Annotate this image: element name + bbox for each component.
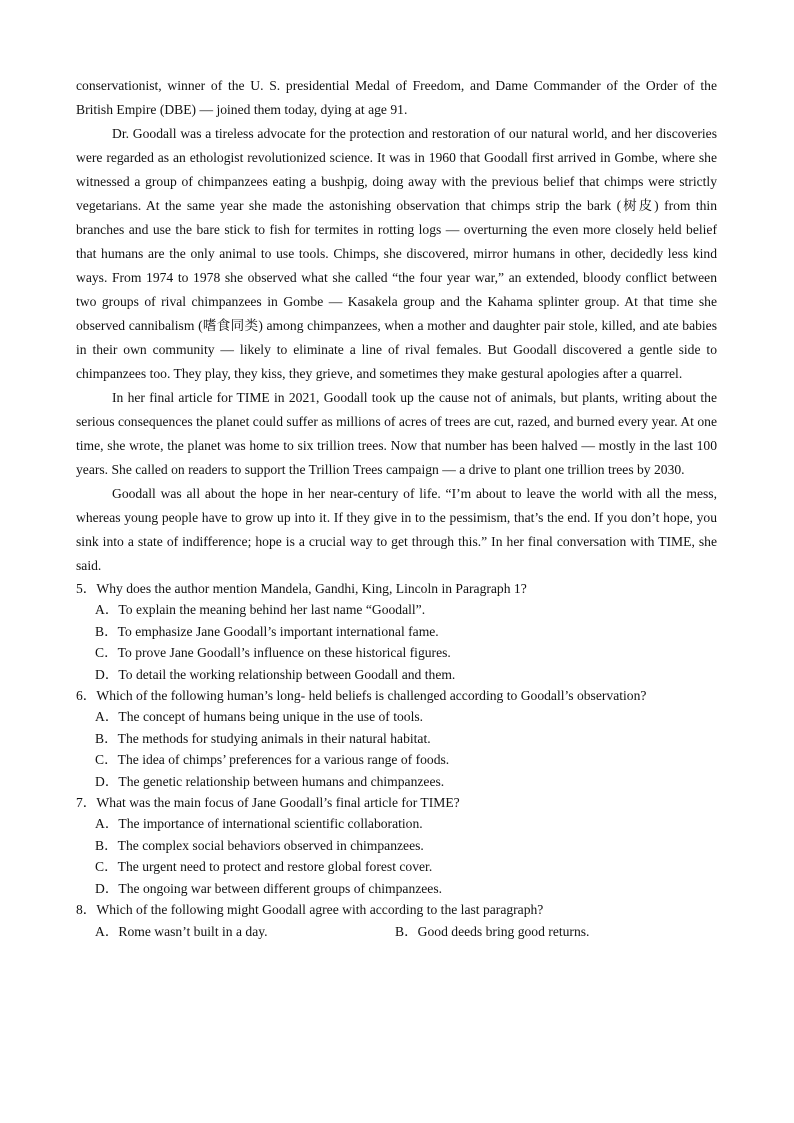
question-6: [76, 685, 717, 792]
question-list: [76, 578, 717, 942]
option-b: B．The complex social behaviors observed in chimpanzees.: [95, 837, 424, 853]
document-page: [76, 74, 717, 942]
passage-paragraph-2: Dr. Goodall was a tireless advocate for the protection and restoration of our natural world, and her discoveries were regarded as an ethologist revolutionized science. It was in 1960 that Goodall first arrived in Gombe, where she witnessed a group of chimpanzees eating a bushpig, doing away with the previous belief that chimps were strictly vegetarians. At the same year she made the astonishing observation that chimps strip the bark (树皮) from thin branches and use the bare stick to fish for termites in rotting logs — overturning the even more closely held belief that humans are the only animal to use tools. Chimps, she discovered, mirror humans in other, decidedly less kind ways. From 1974 to 1978 she observed what she called “the four year war,” an extended, bloody conflict between two groups of rival chimpanzees in Gombe — Kasakela group and the Kahama splinter group. At that time she observed cannibalism (嗜食同类) among chimpanzees, when a mother and daughter pair stole, killed, and ate babies in their own community — likely to eliminate a line of rival females. But Goodall discovered a gentle side to chimpanzees too. They play, they kiss, they grieve, and sometimes they make gestural apologies after a quarrel.: [76, 126, 717, 381]
reading-passage: [76, 74, 717, 578]
passage-paragraph-3: In her final article for TIME in 2021, Goodall took up the cause not of animals, but plants, writing about the serious consequences the planet could suffer as millions of acres of trees are cut, razed, and burned every year. At one time, she wrote, the planet was home to six trillion trees. Now that number has been halved — mostly in the last 100 years. She called on readers to support the Trillion Trees campaign — a drive to plant one trillion trees by 2030.: [76, 390, 717, 477]
question-stem: 5．Why does the author mention Mandela, Gandhi, King, Lincoln in Paragraph 1?: [76, 581, 527, 596]
question-stem: 6．Which of the following human’s long- held beliefs is challenged according to Goodall’s observation?: [76, 688, 647, 704]
question-stem: 8．Which of the following might Goodall agree with according to the last paragraph?: [76, 902, 544, 918]
passage-paragraph-4: Goodall was all about the hope in her near-century of life. “I’m about to leave the world with all the mess, whereas young people have to grow up into it. If they give in to the pessimism, that’s the end. If you don’t hope, you sink into a state of indifference; hope is a crucial way to get through this.” In her final conversation with TIME, she said.: [76, 486, 717, 573]
question-stem: 7．What was the main focus of Jane Goodall’s final article for TIME?: [76, 795, 460, 811]
option-c: C．To prove Jane Goodall’s influence on these historical figures.: [95, 645, 451, 661]
option-c: C．The urgent need to protect and restore global forest cover.: [95, 859, 433, 875]
option-a: A．To explain the meaning behind her last name “Goodall”.: [95, 602, 426, 618]
option-b: B．The methods for studying animals in their natural habitat.: [95, 730, 431, 746]
option-d: D．To detail the working relationship between Goodall and them.: [95, 666, 456, 682]
passage-paragraph-1: conservationist, winner of the U. S. presidential Medal of Freedom, and Dame Commander of the Order of the British Empire (DBE) — joined them today, dying at age 91.: [76, 78, 717, 117]
option-a: A．The concept of humans being unique in the use of tools.: [95, 709, 424, 725]
question-7: [76, 792, 717, 899]
option-b: B．To emphasize Jane Goodall’s important international fame.: [95, 623, 439, 639]
option-a: A．The importance of international scientific collaboration.: [95, 816, 423, 832]
option-c: C．The idea of chimps’ preferences for a various range of foods.: [95, 752, 450, 768]
question-5: [76, 578, 717, 685]
question-8: [76, 899, 717, 942]
option-a: A．Rome wasn’t built in a day.: [95, 923, 268, 939]
option-d: D．The ongoing war between different groups of chimpanzees.: [95, 880, 443, 896]
option-b: B．Good deeds bring good returns.: [395, 923, 590, 939]
option-row: [76, 921, 717, 942]
option-d: D．The genetic relationship between humans and chimpanzees.: [95, 773, 445, 789]
